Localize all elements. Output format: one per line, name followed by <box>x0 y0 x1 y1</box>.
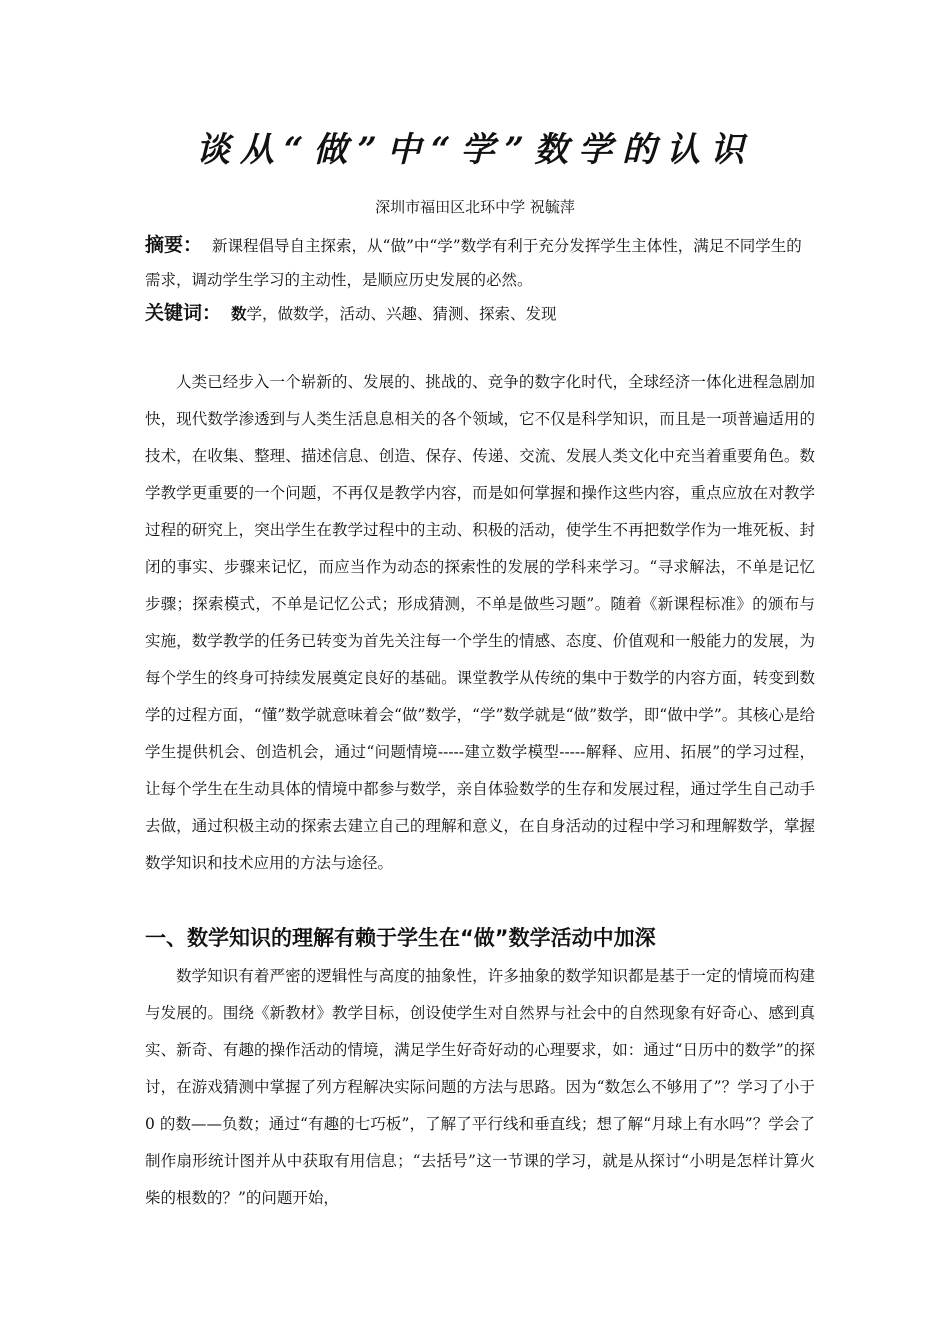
abstract-text: 新课程倡导自主探索，从“做”中“学”数学有利于充分发挥学生主体性，满足不同学生的需求，调动学生学习的主动性，是顺应历史发展的必然。 <box>145 237 802 289</box>
keywords-first-char: 数 <box>231 304 247 323</box>
author-line: 深圳市福田区北环中学 祝毓萍 <box>375 198 575 216</box>
abstract-label: 摘要： <box>145 234 203 256</box>
section-heading: 一、数学知识的理解有赖于学生在“做”数学活动中加深 <box>145 926 656 950</box>
section-paragraph: 数学知识有着严密的逻辑性与高度的抽象性，许多抽象的数学知识都是基于一定的情境而构建与发展的。围绕《新教材》教学目标，创设使学生对自然界与社会中的自然现象有好奇心、感到真实、新奇、有趣的操作活动的情境，满足学生好奇好动的心理要求，如：通过“日历中的数学”的探讨，在游戏猜测中掌握了列方程解决实际问题的方法与思路。因为“数怎么不够用了”？学习了小于 0 的数——负数；通过“有趣的七巧板”，了解了平行线和垂直线；想了解“月球上有水吗”？学会了制作扇形统计图并从中获取有用信息；“去括号”这一节课的学习，就是从探讨“小明是怎样计算火柴的根数的？”的问题开始， <box>145 967 815 1207</box>
document-title: 谈从“做”中“学”数学的认识 <box>195 130 755 170</box>
keywords <box>145 296 815 331</box>
abstract <box>145 228 815 297</box>
keywords-label: 关键词： <box>145 302 222 324</box>
keywords-text: 学，做数学，活动、兴趣、猜测、探索、发现 <box>246 305 557 323</box>
intro-paragraph: 人类已经步入一个崭新的、发展的、挑战的、竞争的数字化时代，全球经济一体化进程急剧加快，现代数学渗透到与人类生活息息相关的各个领域，它不仅是科学知识，而且是一项普遍适用的技术，在收集、整理、描述信息、创造、保存、传递、交流、发展人类文化中充当着重要角色。数学教学更重要的一个问题，不再仅是教学内容，而是如何掌握和操作这些内容，重点应放在对教学过程的研究上，突出学生在教学过程中的主动、积极的活动，使学生不再把数学作为一堆死板、封闭的事实、步骤来记忆，而应当作为动态的探索性的发展的学科来学习。“寻求解法，不单是记忆步骤；探索模式，不单是记忆公式；形成猜测，不单是做些习题”。随着《新课程标准》的颁布与实施，数学教学的任务已转变为首先关注每一个学生的情感、态度、价值观和一般能力的发展，为每个学生的终身可持续发展奠定良好的基础。课堂教学从传统的集中于数学的内容方面，转变到数学的过程方面，“懂”数学就意味着会“做”数学，“学”数学就是“做”数学，即“做中学”。其核心是给学生提供机会、创造机会，通过“问题情境-----建立数学模型-----解释、应用、拓展”的学习过程，让每个学生在生动具体的情境中都参与数学，亲自体验数学的生存和发展过程，通过学生自己动手去做，通过积极主动的探索去建立自己的理解和意义，在自身活动的过程中学习和理解数学，掌握数学知识和技术应用的方法与途径。 <box>145 373 815 872</box>
